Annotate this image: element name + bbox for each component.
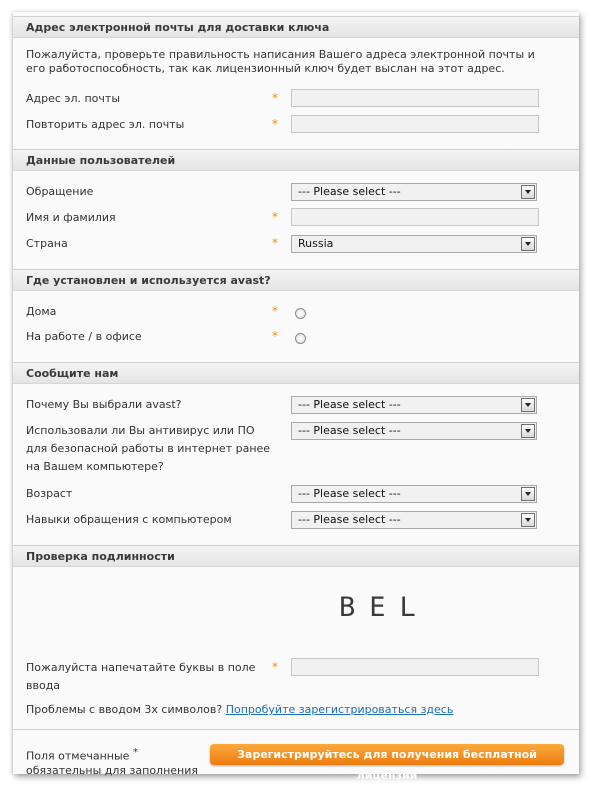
section-feedback-header: Сообщите нам [13,362,579,384]
name-label: Имя и фамилия [26,211,116,224]
required-star: * [272,660,278,674]
confirm-email-input[interactable] [291,115,539,133]
captcha-problem-text: Проблемы с вводом 3х символов? [26,703,223,716]
chevron-down-icon[interactable] [521,398,535,412]
email-intro-text: Пожалуйста, проверьте правильность написания Вашего адреса электронной почты и его работоспособность, так как лицензионный ключ будет выслан на этот адрес. [26,48,535,75]
required-note [26,746,206,778]
required-star: * [272,91,278,105]
name-input[interactable] [291,208,539,226]
required-star: * [272,117,278,131]
age-select[interactable] [291,485,537,503]
skills-select[interactable] [291,511,537,529]
chevron-down-icon[interactable] [521,424,535,438]
salutation-select[interactable] [291,183,537,201]
age-label: Возраст [26,487,73,500]
required-star: * [272,304,278,318]
prior-software-select[interactable] [291,422,537,440]
salutation-select-value: --- Please select --- [298,185,401,198]
captcha-input[interactable] [291,658,539,676]
country-select-value: Russia [298,237,334,250]
section-email-header: Адрес электронной почты для доставки ключа [13,16,579,38]
email-input[interactable] [291,89,539,107]
prior-software-select-value: --- Please select --- [298,424,401,437]
chevron-down-icon[interactable] [521,513,535,527]
office-label: На работе / в офисе [26,330,142,343]
required-note-a: Поля отмечанные [26,749,130,763]
home-radio[interactable] [295,308,306,319]
captcha-label: Пожалуйста напечатайте буквы в поле ввода [26,661,256,692]
required-note-b: обязательны для заполнения [26,763,198,777]
skills-label: Навыки обращения с компьютером [26,513,232,526]
captcha-help-row [26,701,453,719]
footer-divider [13,729,579,730]
country-select[interactable] [291,235,537,253]
required-star: * [272,236,278,250]
confirm-email-label: Повторить адрес эл. почты [26,118,185,131]
required-star: * [272,210,278,224]
register-submit-button[interactable]: Зарегистрируйтесь для получения бесплатной лицензии [210,744,564,765]
required-note-star: * [132,747,138,758]
required-star: * [272,329,278,343]
skills-select-value: --- Please select --- [298,513,401,526]
section-verify-header: Проверка подлинности [13,545,579,567]
home-label: Дома [26,305,57,318]
register-here-link[interactable]: Попробуйте зарегистрироваться здесь [225,703,454,716]
chevron-down-icon[interactable] [521,487,535,501]
section-user-header: Данные пользователей [13,149,579,171]
registration-form [13,12,579,782]
why-label: Почему Вы выбрали avast? [26,398,182,411]
why-select[interactable] [291,396,537,414]
prior-software-label: Использовали ли Вы антивирус или ПО для безопасной работы в интернет ранее на Вашем компьютере? [26,424,271,473]
country-label: Страна [26,237,68,250]
section-usage-header: Где установлен и используется avast? [13,269,579,291]
salutation-label: Обращение [26,185,94,198]
captcha-image: BEL [339,592,430,623]
chevron-down-icon[interactable] [521,185,535,199]
why-select-value: --- Please select --- [298,398,401,411]
chevron-down-icon[interactable] [521,237,535,251]
office-radio[interactable] [295,333,306,344]
age-select-value: --- Please select --- [298,487,401,500]
email-label: Адрес эл. почты [26,92,120,105]
